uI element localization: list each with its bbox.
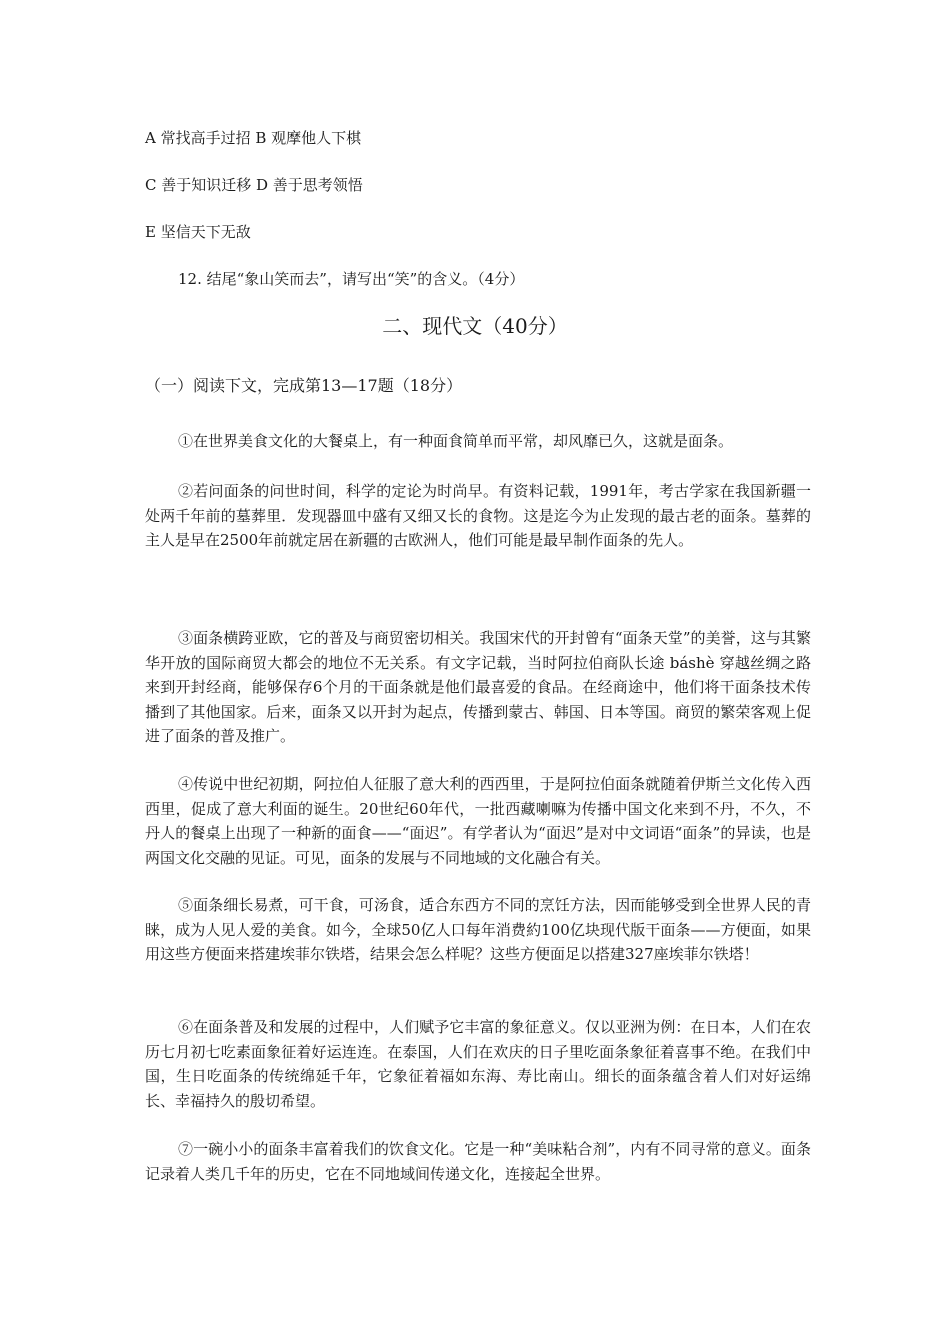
paragraph-5: ⑤面条细长易煮，可干食，可汤食，适合东西方不同的烹饪方法，因而能够受到全世界人民的青睐，成为人见人爱的美食。如今，全球50亿人口每年消费約100亿块现代版干面条——方便面，如果用这些方便面来搭建埃菲尔铁塔，结果会怎么样呢？这些方便面足以搭建327座埃菲尔铁塔！ bbox=[145, 896, 811, 963]
question-12: 12. 结尾“象山笑而去”，请写出“笑”的含义。（4分） bbox=[178, 270, 525, 288]
section-heading: 二、现代文（40分） bbox=[382, 314, 568, 338]
paragraph-2: ②若问面条的问世时间，科学的定论为时尚早。有资料记载，1991年，考古学家在我国新疆一处两千年前的墓葬里．发现器皿中盛有又细又长的食物。这是迄今为止发现的最古老的面条。墓葬的主人是早在2500年前就定居在新疆的古欧洲人，他们可能是最早制作面条的先人。 bbox=[145, 482, 811, 549]
option-line-e: E 坚信天下无敌 bbox=[145, 223, 251, 241]
paragraph-7: ⑦一碗小小的面条丰富着我们的饮食文化。它是一种“美味粘合剂”，内有不同寻常的意义。面条记录着人类几千年的历史，它在不同地域间传递文化，连接起全世界。 bbox=[145, 1140, 811, 1183]
paragraph-3: ③面条横跨亚欧，它的普及与商贸密切相关。我国宋代的开封曾有“面条天堂”的美誉，这与其繁华开放的国际商贸大都会的地位不无关系。有文字记载，当时阿拉伯商队长途 báshè 穿越丝绸之路来到开封经商，能够保存6个月的干面条就是他们最喜爱的食品。在经商途中，他们将干面条技术传播到了其他国家。后来，面条又以开封为起点，传播到蒙古、韩国、日本等国。商贸的繁荣客观上促进了面条的普及推广。 bbox=[145, 629, 811, 745]
option-line-ab: A 常找高手过招 B 观摩他人下棋 bbox=[145, 129, 362, 147]
option-line-cd: C 善于知识迁移 D 善于思考领悟 bbox=[145, 176, 363, 194]
paragraph-4: ④传说中世纪初期，阿拉伯人征服了意大利的西西里，于是阿拉伯面条就随着伊斯兰文化传入西西里，促成了意大利面的诞生。20世纪60年代，一批西藏喇嘛为传播中国文化来到不丹，不久，不丹人的餐桌上出现了一种新的面食——“面迟”。有学者认为“面迟”是对中文词语“面条”的异读，也是两国文化交融的见证。可见，面条的发展与不同地域的文化融合有关。 bbox=[145, 775, 811, 867]
paragraph-6: ⑥在面条普及和发展的过程中，人们赋予它丰富的象征意义。仅以亚洲为例：在日本，人们在农历七月初七吃素面象征着好运连连。在泰国，人们在欢庆的日子里吃面条象征着喜事不绝。在我们中国，生日吃面条的传统绵延千年，它象征着福如东海、寿比南山。细长的面条蕴含着人们对好运绵长、幸福持久的殷切希望。 bbox=[145, 1018, 811, 1110]
paragraph-1: ①在世界美食文化的大餐桌上，有一种面食简单而平常，却风靡已久，这就是面条。 bbox=[178, 432, 734, 450]
subsection-title: （一）阅读下文，完成第13—17题（18分） bbox=[145, 376, 463, 395]
